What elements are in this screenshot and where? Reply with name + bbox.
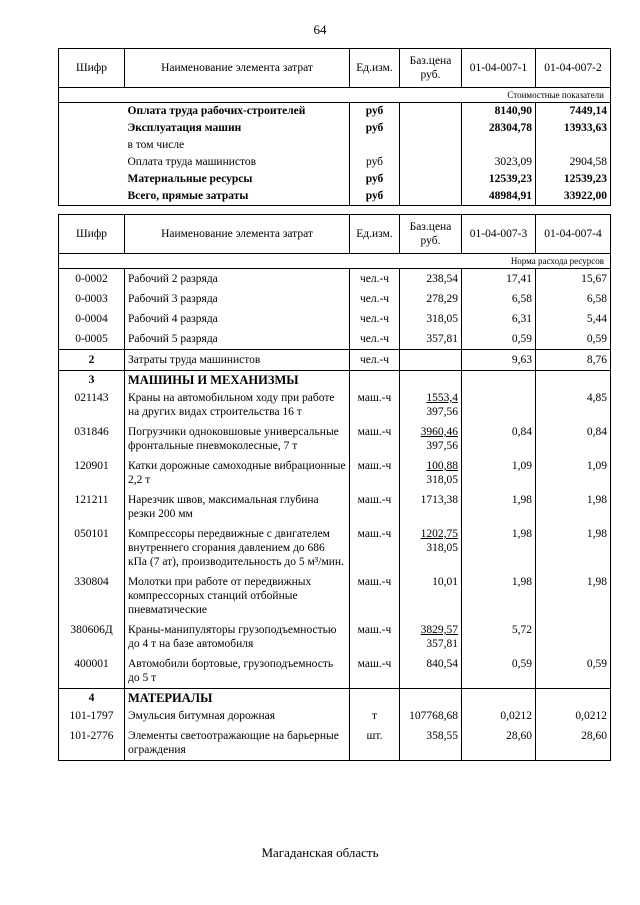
- table-row: [59, 309, 611, 329]
- header-base-price: Баз.цена руб.: [400, 215, 462, 254]
- name-cell: Эксплуатация машин: [125, 120, 350, 137]
- code-cell: 380606Д: [59, 620, 125, 654]
- value-cell: 1,98: [462, 524, 536, 572]
- value-cell: [536, 689, 611, 707]
- section-number: 4: [59, 689, 125, 707]
- header-name: Наименование элемента затрат: [125, 49, 350, 88]
- header-code: Шифр: [59, 49, 125, 88]
- value-cell: 28304,78: [462, 120, 536, 137]
- unit-cell: маш.-ч: [350, 422, 400, 456]
- unit-cell: чел.-ч: [350, 269, 400, 290]
- price-cell: [400, 171, 462, 188]
- value-cell: 0,84: [462, 422, 536, 456]
- price-value: 1713,38: [420, 494, 458, 506]
- price-value: 840,54: [426, 658, 458, 670]
- value-cell: 33922,00: [536, 188, 611, 206]
- code-cell: 101-1797: [59, 706, 125, 726]
- value-cell: 0,0212: [462, 706, 536, 726]
- value-cell: 9,63: [462, 350, 536, 371]
- price-value: 3960,46: [420, 426, 458, 438]
- price-secondary: 318,05: [426, 542, 458, 554]
- price-cell: [400, 524, 462, 572]
- value-cell: 1,98: [462, 572, 536, 620]
- code-cell: 0-0002: [59, 269, 125, 290]
- table-row: [59, 726, 611, 761]
- name-cell: Погрузчики одноковшовые универсальные фронтальные пневмоколесные, 7 т: [125, 422, 350, 456]
- code-cell: 330804: [59, 572, 125, 620]
- value-cell: 5,72: [462, 620, 536, 654]
- resource-norms-table: [58, 214, 611, 761]
- unit-cell: чел.-ч: [350, 309, 400, 329]
- header-col1: 01-04-007-3: [462, 215, 536, 254]
- price-cell: [400, 154, 462, 171]
- unit-cell: шт.: [350, 726, 400, 761]
- table-row: [59, 171, 611, 188]
- value-cell: 1,98: [536, 524, 611, 572]
- footer-region: Магаданская область: [261, 845, 379, 860]
- unit-cell: маш.-ч: [350, 654, 400, 689]
- table1-header-row: [59, 49, 611, 88]
- price-cell: 238,54: [400, 269, 462, 290]
- code-cell: [59, 137, 125, 154]
- table-row: [59, 706, 611, 726]
- code-cell: [59, 120, 125, 137]
- code-cell: [59, 171, 125, 188]
- cost-indicators-table: [58, 48, 611, 206]
- unit-cell: чел.-ч: [350, 289, 400, 309]
- name-cell: Катки дорожные самоходные вибрационные 2,2 т: [125, 456, 350, 490]
- name-cell: Рабочий 5 разряда: [125, 329, 350, 350]
- name-cell: Рабочий 4 разряда: [125, 309, 350, 329]
- table-row: [59, 490, 611, 524]
- value-cell: 6,31: [462, 309, 536, 329]
- header-name: Наименование элемента затрат: [125, 215, 350, 254]
- unit-cell: [350, 689, 400, 707]
- value-cell: 13933,63: [536, 120, 611, 137]
- price-secondary: 397,56: [426, 440, 458, 452]
- table-row: [59, 154, 611, 171]
- table1-subheader: Стоимостные показатели: [59, 88, 611, 103]
- price-cell: [400, 620, 462, 654]
- price-value: 1202,75: [420, 528, 458, 540]
- price-value: 3829,57: [420, 624, 458, 636]
- value-cell: 28,60: [536, 726, 611, 761]
- name-cell: Нарезчик швов, максимальная глубина резки 200 мм: [125, 490, 350, 524]
- price-secondary: 357,81: [426, 638, 458, 650]
- value-cell: [536, 137, 611, 154]
- value-cell: 1,98: [536, 490, 611, 524]
- name-cell: Эмульсия битумная дорожная: [125, 706, 350, 726]
- price-cell: [400, 654, 462, 689]
- table-row: [59, 620, 611, 654]
- header-code: Шифр: [59, 215, 125, 254]
- code-cell: 400001: [59, 654, 125, 689]
- price-cell: [400, 490, 462, 524]
- value-cell: [462, 371, 536, 389]
- section-title: МАТЕРИАЛЫ: [125, 689, 350, 707]
- header-col2: 01-04-007-4: [536, 215, 611, 254]
- price-cell: [400, 371, 462, 389]
- code-cell: 0-0004: [59, 309, 125, 329]
- table-row: [59, 524, 611, 572]
- code-cell: 2: [59, 350, 125, 371]
- table-row: [59, 103, 611, 121]
- price-value: 100,88: [426, 460, 458, 472]
- section-number: 3: [59, 371, 125, 389]
- value-cell: [536, 371, 611, 389]
- value-cell: 6,58: [536, 289, 611, 309]
- value-cell: 0,84: [536, 422, 611, 456]
- table-row: [59, 422, 611, 456]
- unit-cell: [350, 371, 400, 389]
- value-cell: 7449,14: [536, 103, 611, 121]
- price-cell: 358,55: [400, 726, 462, 761]
- header-unit: Ед.изм.: [350, 49, 400, 88]
- unit-cell: руб: [350, 154, 400, 171]
- section-title: МАШИНЫ И МЕХАНИЗМЫ: [125, 371, 350, 389]
- table-row: [59, 120, 611, 137]
- value-cell: 2904,58: [536, 154, 611, 171]
- price-cell: [400, 137, 462, 154]
- unit-cell: маш.-ч: [350, 572, 400, 620]
- table-row: [59, 329, 611, 350]
- name-cell: Краны-манипуляторы грузоподъемностью до 4 т на базе автомобиля: [125, 620, 350, 654]
- value-cell: [462, 137, 536, 154]
- table1-subheader-row: [59, 88, 611, 103]
- page-number: 64: [313, 22, 327, 37]
- code-cell: 021143: [59, 388, 125, 422]
- value-cell: 12539,23: [462, 171, 536, 188]
- code-cell: 101-2776: [59, 726, 125, 761]
- unit-cell: руб: [350, 188, 400, 206]
- name-cell: Материальные ресурсы: [125, 171, 350, 188]
- price-value: 10,01: [432, 576, 458, 588]
- section-row: [59, 371, 611, 389]
- value-cell: 15,67: [536, 269, 611, 290]
- code-cell: [59, 103, 125, 121]
- code-cell: 0-0005: [59, 329, 125, 350]
- value-cell: 0,59: [462, 329, 536, 350]
- header-base-price: Баз.цена руб.: [400, 49, 462, 88]
- code-cell: 031846: [59, 422, 125, 456]
- table-row: [59, 572, 611, 620]
- unit-cell: маш.-ч: [350, 524, 400, 572]
- code-cell: 050101: [59, 524, 125, 572]
- table-row: [59, 137, 611, 154]
- name-cell: Краны на автомобильном ходу при работе на других видах строительства 16 т: [125, 388, 350, 422]
- value-cell: 1,98: [462, 490, 536, 524]
- value-cell: 0,0212: [536, 706, 611, 726]
- price-cell: [400, 350, 462, 371]
- value-cell: 17,41: [462, 269, 536, 290]
- value-cell: [462, 689, 536, 707]
- value-cell: 48984,91: [462, 188, 536, 206]
- unit-cell: руб: [350, 120, 400, 137]
- table2-subheader-row: [59, 254, 611, 269]
- price-value: 1553,4: [426, 392, 458, 404]
- name-cell: Затраты труда машинистов: [125, 350, 350, 371]
- price-cell: [400, 572, 462, 620]
- table2-header-row: [59, 215, 611, 254]
- header-unit: Ед.изм.: [350, 215, 400, 254]
- table2-subheader: Норма расхода ресурсов: [59, 254, 611, 269]
- table-row: [59, 456, 611, 490]
- value-cell: 12539,23: [536, 171, 611, 188]
- code-cell: [59, 188, 125, 206]
- value-cell: 0,59: [536, 329, 611, 350]
- value-cell: 0,59: [536, 654, 611, 689]
- price-secondary: 397,56: [426, 406, 458, 418]
- name-cell: Рабочий 2 разряда: [125, 269, 350, 290]
- price-cell: [400, 120, 462, 137]
- price-cell: 318,05: [400, 309, 462, 329]
- value-cell: 1,09: [462, 456, 536, 490]
- price-cell: [400, 456, 462, 490]
- price-cell: [400, 188, 462, 206]
- name-cell: Автомобили бортовые, грузоподъемность до 5 т: [125, 654, 350, 689]
- price-cell: 278,29: [400, 289, 462, 309]
- price-secondary: 318,05: [426, 474, 458, 486]
- value-cell: 3023,09: [462, 154, 536, 171]
- name-cell: Компрессоры передвижные с двигателем внутреннего сгорания давлением до 686 кПа (7 ат), производительность до 5 м³/мин.: [125, 524, 350, 572]
- price-cell: [400, 422, 462, 456]
- value-cell: 28,60: [462, 726, 536, 761]
- section-row: [59, 689, 611, 707]
- code-cell: 120901: [59, 456, 125, 490]
- price-cell: 357,81: [400, 329, 462, 350]
- unit-cell: маш.-ч: [350, 388, 400, 422]
- unit-cell: чел.-ч: [350, 329, 400, 350]
- unit-cell: маш.-ч: [350, 490, 400, 524]
- value-cell: 8140,90: [462, 103, 536, 121]
- name-cell: Элементы светоотражающие на барьерные ограждения: [125, 726, 350, 761]
- table-row: [59, 289, 611, 309]
- value-cell: 8,76: [536, 350, 611, 371]
- price-cell: [400, 103, 462, 121]
- price-cell: 107768,68: [400, 706, 462, 726]
- table-row: [59, 350, 611, 371]
- unit-cell: [350, 137, 400, 154]
- name-cell: Молотки при работе от передвижных компрессорных станций отбойные пневматические: [125, 572, 350, 620]
- name-cell: Оплата труда машинистов: [125, 154, 350, 171]
- value-cell: 6,58: [462, 289, 536, 309]
- table-row: [59, 269, 611, 290]
- name-cell: Рабочий 3 разряда: [125, 289, 350, 309]
- value-cell: 1,98: [536, 572, 611, 620]
- code-cell: 0-0003: [59, 289, 125, 309]
- code-cell: 121211: [59, 490, 125, 524]
- name-cell: в том числе: [125, 137, 350, 154]
- name-cell: Всего, прямые затраты: [125, 188, 350, 206]
- name-cell: Оплата труда рабочих-строителей: [125, 103, 350, 121]
- unit-cell: руб: [350, 103, 400, 121]
- value-cell: [536, 620, 611, 654]
- value-cell: 0,59: [462, 654, 536, 689]
- table-row: [59, 388, 611, 422]
- unit-cell: т: [350, 706, 400, 726]
- value-cell: 1,09: [536, 456, 611, 490]
- price-cell: [400, 689, 462, 707]
- value-cell: 5,44: [536, 309, 611, 329]
- unit-cell: чел.-ч: [350, 350, 400, 371]
- header-col2: 01-04-007-2: [536, 49, 611, 88]
- price-cell: [400, 388, 462, 422]
- value-cell: [462, 388, 536, 422]
- unit-cell: маш.-ч: [350, 620, 400, 654]
- table-row: [59, 654, 611, 689]
- code-cell: [59, 154, 125, 171]
- table-row: [59, 188, 611, 206]
- unit-cell: руб: [350, 171, 400, 188]
- header-col1: 01-04-007-1: [462, 49, 536, 88]
- value-cell: 4,85: [536, 388, 611, 422]
- unit-cell: маш.-ч: [350, 456, 400, 490]
